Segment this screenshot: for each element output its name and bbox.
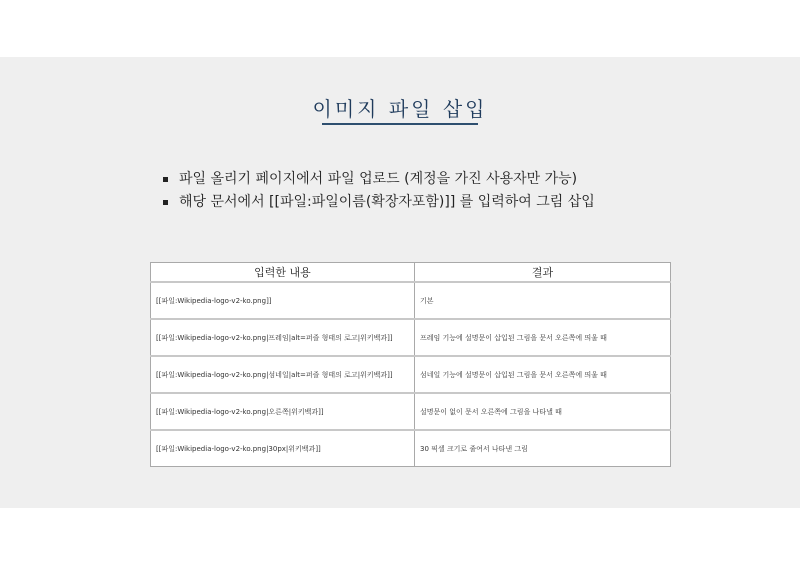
cell-input: [[파일:Wikipedia-logo-v2-ko.png|오른쪽|위키백과]] [151,393,415,430]
cell-input: [[파일:Wikipedia-logo-v2-ko.png]] [151,282,415,319]
cell-result: 섬네일 기능에 설명문이 삽입된 그림을 문서 오른쪽에 띄울 때 [415,356,671,393]
bullet-square-icon [163,177,168,182]
cell-input: [[파일:Wikipedia-logo-v2-ko.png|30px|위키백과]] [151,430,415,467]
cell-input: [[파일:Wikipedia-logo-v2-ko.png|섬네일|alt=퍼즐 형태의 로고|위키백과]] [151,356,415,393]
header-result: 결과 [415,263,671,283]
table-row [151,430,671,467]
cell-result: 30 픽셀 크기로 줄여서 나타낸 그림 [415,430,671,467]
slide-title: 이미지 파일 삽입 [312,97,488,121]
syntax-table [150,262,671,467]
title-underline [322,123,478,125]
table-row [151,393,671,430]
table-header-row [151,263,671,283]
bullet-item [163,168,595,191]
bullet-text: 파일 올리기 페이지에서 파일 업로드 (계정을 가진 사용자만 가능) [179,171,578,187]
cell-result: 설명문이 없이 문서 오른쪽에 그림을 나타낼 때 [415,393,671,430]
table-row [151,319,671,356]
header-input: 입력한 내용 [151,263,415,283]
table-row [151,356,671,393]
cell-input: [[파일:Wikipedia-logo-v2-ko.png|프레임|alt=퍼즐 형태의 로고|위키백과]] [151,319,415,356]
cell-result: 기본 [415,282,671,319]
bullet-item [163,191,595,214]
bullet-list [163,168,595,214]
bullet-square-icon [163,200,168,205]
table-row [151,282,671,319]
cell-result: 프레임 기능에 설명문이 삽입된 그림을 문서 오른쪽에 띄울 때 [415,319,671,356]
bullet-text: 해당 문서에서 [[파일:파일이름(확장자포함)]] 를 입력하여 그림 삽입 [179,194,595,210]
